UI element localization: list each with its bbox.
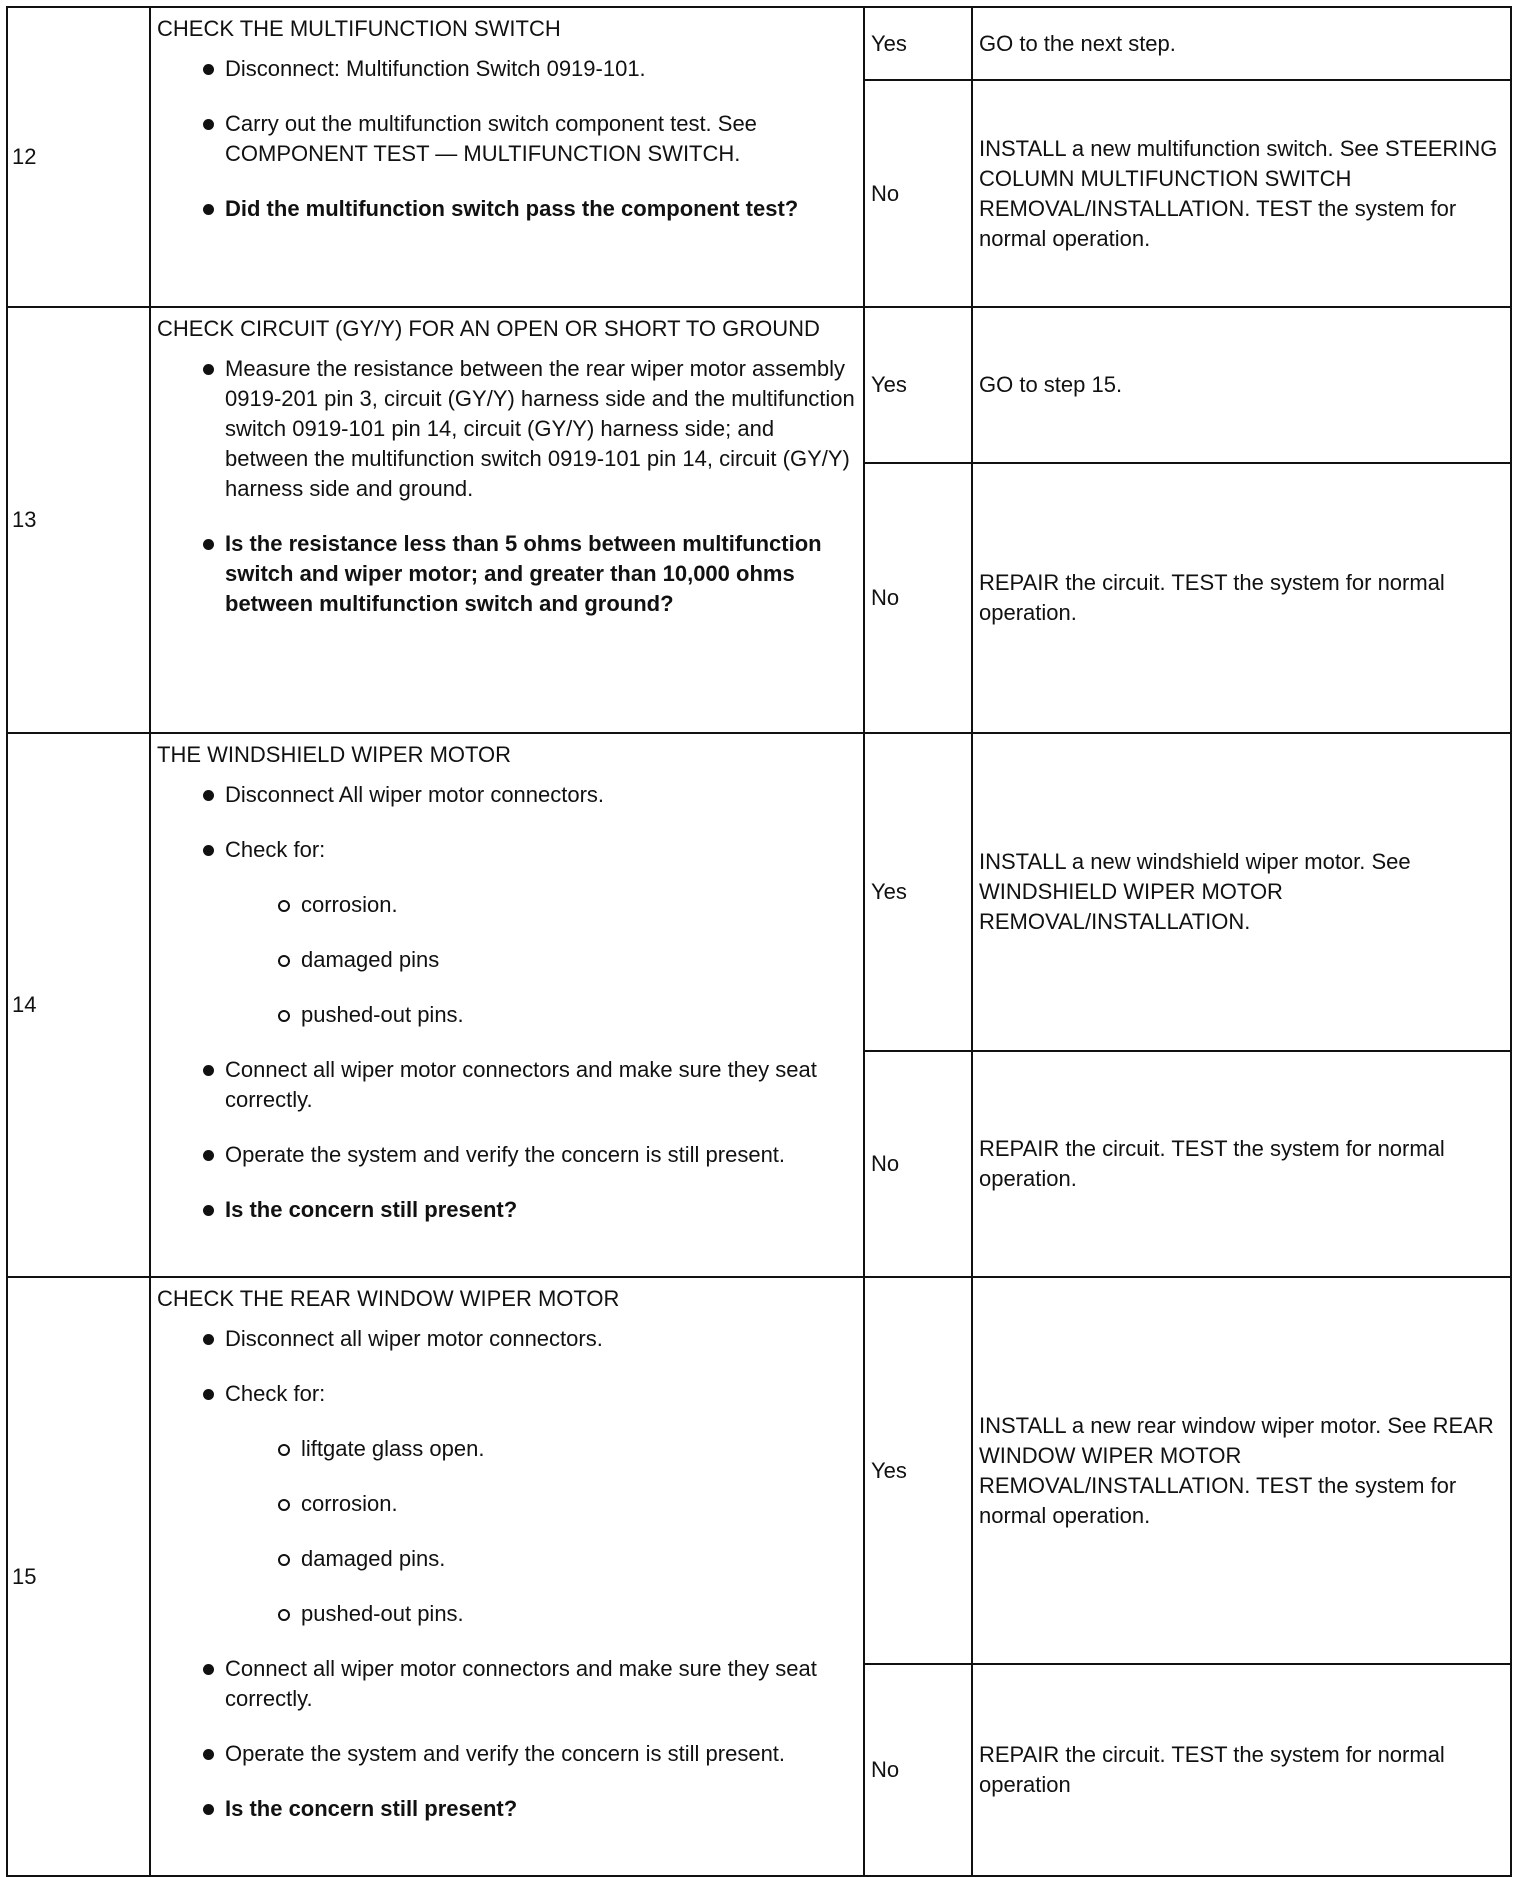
answer-no: No	[864, 463, 972, 733]
step-14-yes-row	[7, 733, 1511, 1051]
action-question: Is the concern still present?	[157, 1195, 855, 1225]
action-sub-item: damaged pins	[157, 945, 855, 975]
result-no: REPAIR the circuit. TEST the system for normal operation	[972, 1664, 1511, 1876]
action-sub-item: liftgate glass open.	[157, 1434, 855, 1464]
action-bullet: Carry out the multifunction switch component test. See COMPONENT TEST — MULTIFUNCTION SWITCH.	[157, 109, 855, 169]
step-action	[150, 1277, 864, 1876]
action-sub-item: damaged pins.	[157, 1544, 855, 1574]
step-number: 12	[7, 7, 150, 307]
result-yes: GO to step 15.	[972, 307, 1511, 463]
action-bullet: Operate the system and verify the concern is still present.	[157, 1739, 855, 1769]
action-bullet: Check for:	[157, 1379, 855, 1409]
step-title: THE WINDSHIELD WIPER MOTOR	[157, 742, 512, 767]
step-number: 14	[7, 733, 150, 1277]
step-15-yes-row	[7, 1277, 1511, 1664]
action-bullet: Disconnect all wiper motor connectors.	[157, 1324, 855, 1354]
step-action	[150, 307, 864, 733]
action-bullet: Check for:	[157, 835, 855, 865]
answer-no: No	[864, 1664, 972, 1876]
step-title: CHECK THE REAR WINDOW WIPER MOTOR	[157, 1286, 620, 1311]
answer-yes: Yes	[864, 1277, 972, 1664]
answer-yes: Yes	[864, 307, 972, 463]
result-no: REPAIR the circuit. TEST the system for normal operation.	[972, 1051, 1511, 1277]
action-bullet: Connect all wiper motor connectors and make sure they seat correctly.	[157, 1055, 855, 1115]
action-bullet: Operate the system and verify the concern is still present.	[157, 1140, 855, 1170]
action-bullet: Measure the resistance between the rear wiper motor assembly 0919-201 pin 3, circuit (GY/Y) harness side and the multifunction switch 0919-101 pin 14, circuit (GY/Y) harness side; and between the multifunction switch 0919-101 pin 14, circuit (GY/Y) harness side and ground.	[157, 354, 855, 504]
step-12-yes-row	[7, 7, 1511, 80]
action-question: Is the concern still present?	[157, 1794, 855, 1824]
action-question: Did the multifunction switch pass the component test?	[157, 194, 855, 224]
action-bullet: Connect all wiper motor connectors and make sure they seat correctly.	[157, 1654, 855, 1714]
action-sub-item: pushed-out pins.	[157, 1599, 855, 1629]
step-action	[150, 733, 864, 1277]
result-no: INSTALL a new multifunction switch. See STEERING COLUMN MULTIFUNCTION SWITCH REMOVAL/INSTALLATION. TEST the system for normal operation.	[972, 80, 1511, 307]
step-number: 15	[7, 1277, 150, 1876]
step-13-yes-row	[7, 307, 1511, 463]
answer-yes: Yes	[864, 733, 972, 1051]
action-bullet: Disconnect: Multifunction Switch 0919-101.	[157, 54, 855, 84]
result-yes: GO to the next step.	[972, 7, 1511, 80]
result-yes: INSTALL a new windshield wiper motor. See WINDSHIELD WIPER MOTOR REMOVAL/INSTALLATION.	[972, 733, 1511, 1051]
action-sub-item: corrosion.	[157, 1489, 855, 1519]
action-bullet: Disconnect All wiper motor connectors.	[157, 780, 855, 810]
step-title: CHECK CIRCUIT (GY/Y) FOR AN OPEN OR SHORT TO GROUND	[157, 316, 820, 341]
answer-no: No	[864, 1051, 972, 1277]
step-number: 13	[7, 307, 150, 733]
action-sub-item: pushed-out pins.	[157, 1000, 855, 1030]
answer-no: No	[864, 80, 972, 307]
pinpoint-test-table	[6, 6, 1512, 1877]
step-title: CHECK THE MULTIFUNCTION SWITCH	[157, 16, 561, 41]
action-question: Is the resistance less than 5 ohms between multifunction switch and wiper motor; and greater than 10,000 ohms between multifunction switch and ground?	[157, 529, 855, 619]
answer-yes: Yes	[864, 7, 972, 80]
step-action	[150, 7, 864, 307]
result-yes: INSTALL a new rear window wiper motor. See REAR WINDOW WIPER MOTOR REMOVAL/INSTALLATION. TEST the system for normal operation.	[972, 1277, 1511, 1664]
diagnostic-table-container	[6, 6, 1510, 1877]
action-sub-item: corrosion.	[157, 890, 855, 920]
result-no: REPAIR the circuit. TEST the system for normal operation.	[972, 463, 1511, 733]
